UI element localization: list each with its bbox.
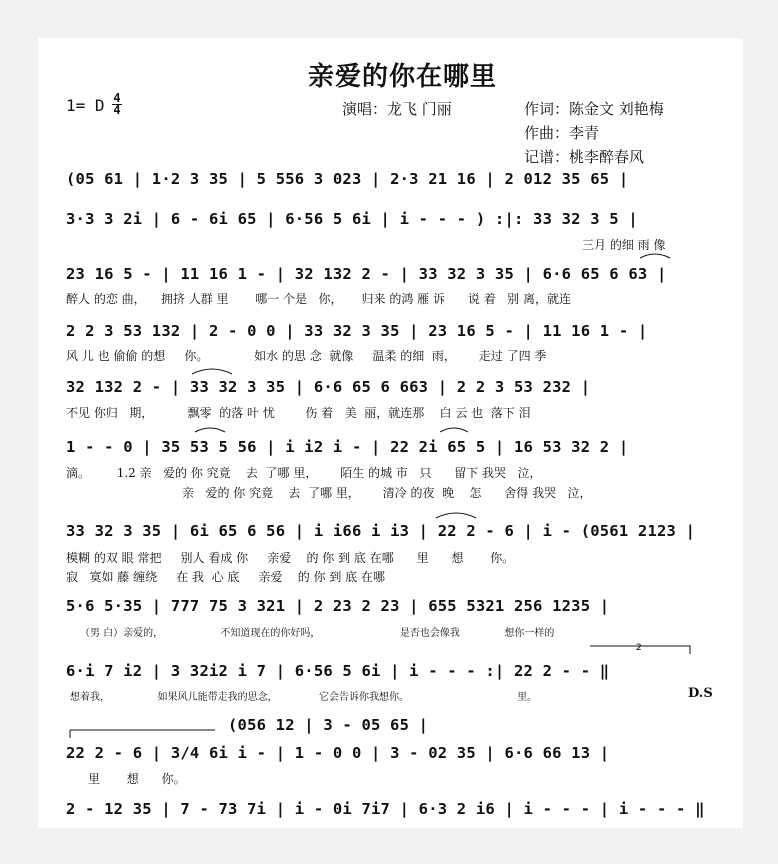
key-signature: 1= D — [66, 96, 105, 115]
page-title: 亲爱的你在哪里 — [308, 62, 498, 92]
lyrics-line-10: 里 想 你。 — [88, 772, 186, 786]
score-line-11: 2 - 12 35 | 7 - 73 7i | i - 0i 7i7 | 6·3 2 i6 | i - - - | i - - - ‖ — [66, 800, 705, 818]
score-line-2: 3·3 3 2i | 6 - 6i 65 | 6·56 5 6i | i - - - ) :|: 33 32 3 5 | — [66, 210, 638, 228]
score-line-10-intro: (056 12 | 3 - 05 65 | — [228, 716, 429, 734]
singer-credit: 演唱：龙飞 门丽 — [342, 100, 452, 118]
time-signature — [112, 93, 122, 116]
score-line-5: 32 132 2 - | 33 32 3 35 | 6·6 65 6 663 | 2 2 3 53 232 | — [66, 378, 591, 396]
lyrics-line-4: 风 儿 也 偷偷 的想 你。 如水 的思 念 就像 温柔 的细 雨， 走过 了四 季 — [66, 349, 547, 363]
composer-credit: 作曲：李青 — [524, 124, 600, 142]
lyrics-line-7b: 寂 寞如 藤 缠绕 在 我 心 底 亲爱 的 你 到 底 在哪 — [66, 570, 385, 584]
score-line-9: 6·i 7 i2 | 3 32i2 i 7 | 6·56 5 6i | i - - - :| 22 2 - - ‖ — [66, 662, 610, 680]
score-line-4: 2 2 3 53 132 | 2 - 0 0 | 33 32 3 35 | 23 16 5 - | 11 16 1 - | — [66, 322, 648, 340]
transcriber-credit: 记谱：桃李醉春风 — [524, 148, 645, 166]
meter-top: 4 — [113, 91, 121, 105]
lyrics-line-7a: 模糊 的双 眼 常把 别人 看成 你 亲爱 的 你 到 底 在哪 里 想 你。 — [66, 551, 515, 565]
lyrics-line-8: （男 白）亲爱的， 不知道现在的你好吗， 是否也会像我 想你一样的 — [80, 628, 555, 639]
lyricist-credit: 作词：陈金文 刘艳梅 — [524, 100, 664, 118]
score-line-7: 33 32 3 35 | 6i 65 6 56 | i i66 i i3 | 22 2 - 6 | i - (0561 2123 | — [66, 522, 696, 540]
score-line-3: 23 16 5 - | 11 16 1 - | 32 132 2 - | 33 32 3 35 | 6·6 65 6 63 | — [66, 265, 667, 283]
score-line-6: 1 - - 0 | 35 53 5 56 | i i2 i - | 22 2i 65 5 | 16 53 32 2 | — [66, 438, 629, 456]
meter-bottom: 4 — [113, 103, 121, 117]
volta-number: 2 — [636, 643, 642, 653]
score-line-10: 22 2 - 6 | 3/4 6i i - | 1 - 0 0 | 3 - 02 35 | 6·6 66 13 | — [66, 744, 610, 762]
score-line-8: 5·6 5·35 | 777 75 3 321 | 2 23 2 23 | 655 5321 256 1235 | — [66, 597, 610, 615]
lyrics-line-3: 醉人 的恋 曲， 拥挤 人群 里 哪一 个是 你， 归来 的鸿 雁 诉 说 着 别 离，就连 — [66, 292, 571, 306]
ds-marking: D.S — [688, 686, 713, 701]
lyrics-line-9: 想着我， 如果风儿能带走我的思念， 它会告诉你我想你。 里。 — [70, 692, 538, 703]
lyrics-line-5: 不见 你归 期， 飘零 的落 叶 忧 伤 着 美 丽，就连那 白 云 也 落下 泪 — [66, 406, 531, 420]
lyrics-line-2: 三月 的细 雨 像 — [582, 238, 666, 252]
lyrics-line-6a: 滴。 1.2 亲 爱的 你 究竟 去 了哪 里， 陌生 的城 市 只 留下 我哭 泣， — [66, 466, 542, 480]
score-line-1: (05 61 | 1·2 3 35 | 5 556 3 023 | 2·3 21 16 | 2 012 35 65 | — [66, 170, 629, 188]
lyrics-line-6b: 亲 爱的 你 究竟 去 了哪 里， 清冷 的夜 晚 怎 舍得 我哭 泣， — [182, 486, 592, 500]
